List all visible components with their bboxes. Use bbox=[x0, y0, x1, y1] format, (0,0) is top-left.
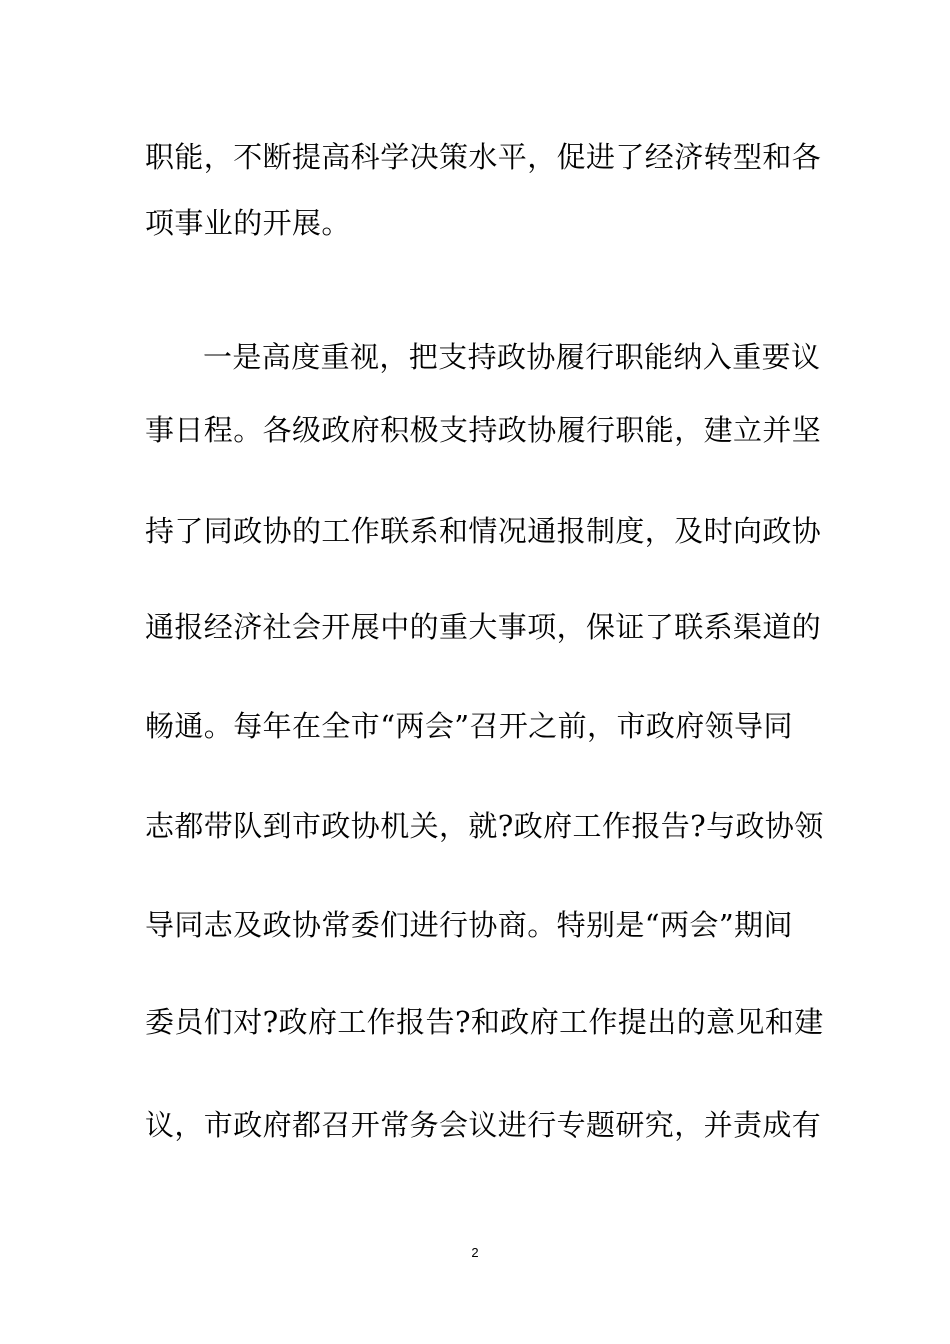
text-line-4: 事日程。各级政府积极支持政协履行职能，建立并坚 bbox=[145, 413, 822, 447]
text-line-10: 委员们对?政府工作报告?和政府工作提出的意见和建 bbox=[145, 1005, 824, 1039]
text-line-5: 持了同政协的工作联系和情况通报制度，及时向政协 bbox=[145, 514, 822, 548]
paragraph-start-line: 一是高度重视，把支持政协履行职能纳入重要议 bbox=[203, 340, 821, 374]
text-line-1: 职能，不断提高科学决策水平，促进了经济转型和各 bbox=[145, 140, 822, 174]
page-number: 2 bbox=[471, 1245, 479, 1260]
text-line-7: 畅通。每年在全市“两会”召开之前，市政府领导同 bbox=[145, 709, 793, 743]
text-line-2: 项事业的开展。 bbox=[145, 206, 351, 240]
text-line-9: 导同志及政协常委们进行协商。特别是“两会”期间 bbox=[145, 908, 793, 942]
text-line-11: 议，市政府都召开常务会议进行专题研究，并责成有 bbox=[145, 1108, 822, 1142]
text-line-8: 志都带队到市政协机关，就?政府工作报告?与政协领 bbox=[145, 809, 824, 843]
text-line-6: 通报经济社会开展中的重大事项，保证了联系渠道的 bbox=[145, 610, 822, 644]
